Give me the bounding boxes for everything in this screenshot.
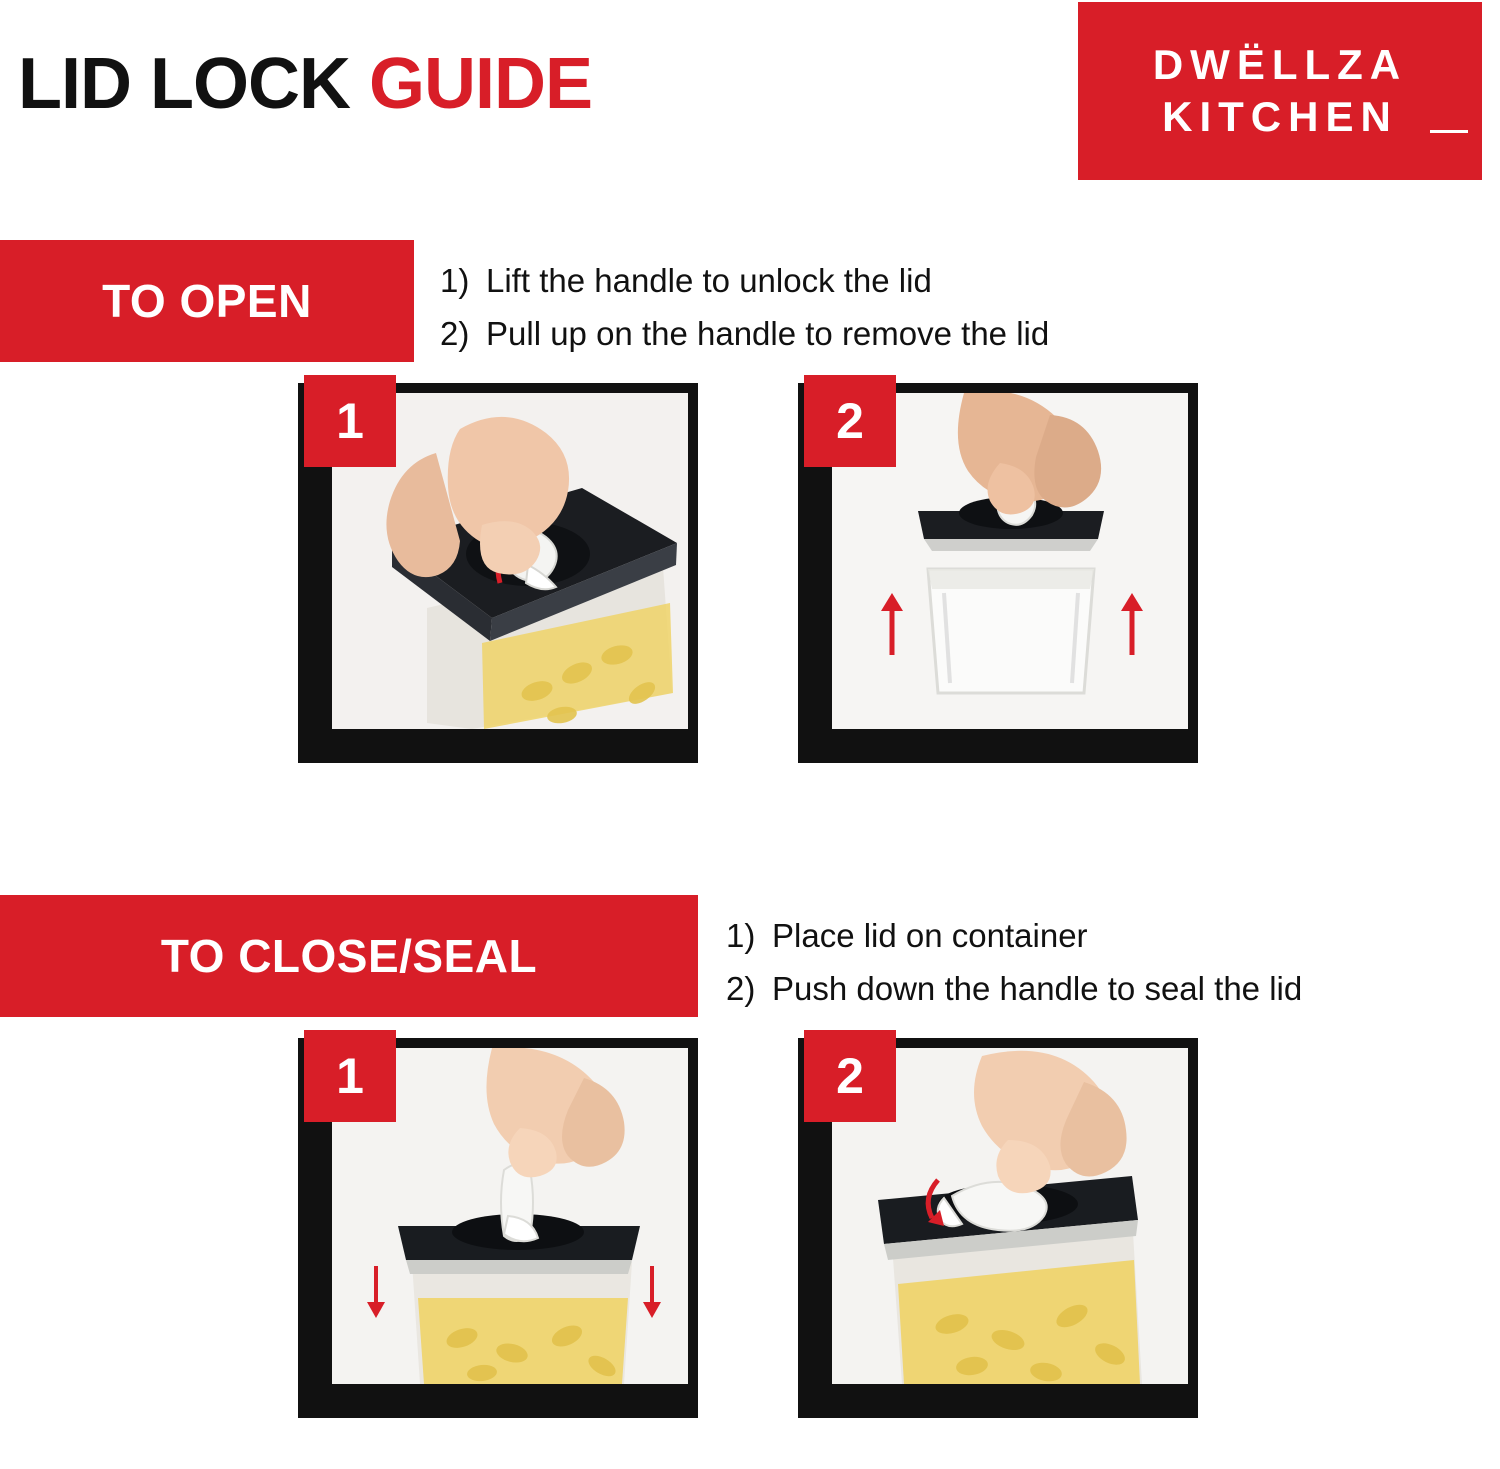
section-to-close-header <box>0 895 1500 1020</box>
step-number: 2) <box>726 970 756 1008</box>
frame-edge-bottom <box>798 729 1198 763</box>
frame-edge-right <box>1188 1038 1198 1418</box>
frame-edge-bottom <box>298 729 698 763</box>
step-text: Place lid on container <box>772 917 1088 954</box>
page-title <box>18 44 592 124</box>
step-number: 1) <box>440 262 470 299</box>
step-badge: 1 <box>304 1030 396 1122</box>
photo-panel-open-1 <box>298 383 698 763</box>
section-to-open-header <box>0 240 1500 365</box>
frame-edge-bottom <box>298 1384 698 1418</box>
page-title-dark: LID LOCK <box>18 44 369 124</box>
brand-underline-mark <box>1430 130 1468 133</box>
photo-panel-open-2 <box>798 383 1198 763</box>
brand-name-line2: KITCHEN <box>1162 93 1398 140</box>
brand-name-line1: DWËLLZA <box>1152 40 1408 88</box>
page-title-accent: GUIDE <box>368 44 592 124</box>
step-text: Pull up on the handle to remove the lid <box>486 315 1050 353</box>
step-badge: 1 <box>304 375 396 467</box>
step-text: Lift the handle to unlock the lid <box>486 262 932 299</box>
section-to-close-steps <box>726 909 1302 1016</box>
section-to-close-panels <box>0 1038 1500 1438</box>
step-badge: 2 <box>804 1030 896 1122</box>
frame-edge-right <box>1188 383 1198 763</box>
page-header <box>0 0 1500 200</box>
step-line <box>726 909 1302 962</box>
frame-edge-right <box>688 383 698 763</box>
section-to-open <box>0 240 1500 783</box>
section-to-open-steps <box>440 254 1049 361</box>
section-to-open-panels <box>0 383 1500 783</box>
frame-edge-bottom <box>798 1384 1198 1418</box>
photo-panel-close-1 <box>298 1038 698 1418</box>
step-badge: 2 <box>804 375 896 467</box>
step-line <box>726 962 1302 1015</box>
step-text: Push down the handle to seal the lid <box>772 970 1303 1008</box>
step-line <box>440 307 1049 360</box>
step-line <box>440 254 1049 307</box>
step-number: 1) <box>726 917 756 954</box>
section-to-open-label: TO OPEN <box>0 240 414 362</box>
step-number: 2) <box>440 315 470 353</box>
brand-logo <box>1078 2 1482 180</box>
section-to-close-label: TO CLOSE/SEAL <box>0 895 698 1017</box>
frame-edge-right <box>688 1038 698 1418</box>
section-to-close <box>0 895 1500 1438</box>
photo-panel-close-2 <box>798 1038 1198 1418</box>
